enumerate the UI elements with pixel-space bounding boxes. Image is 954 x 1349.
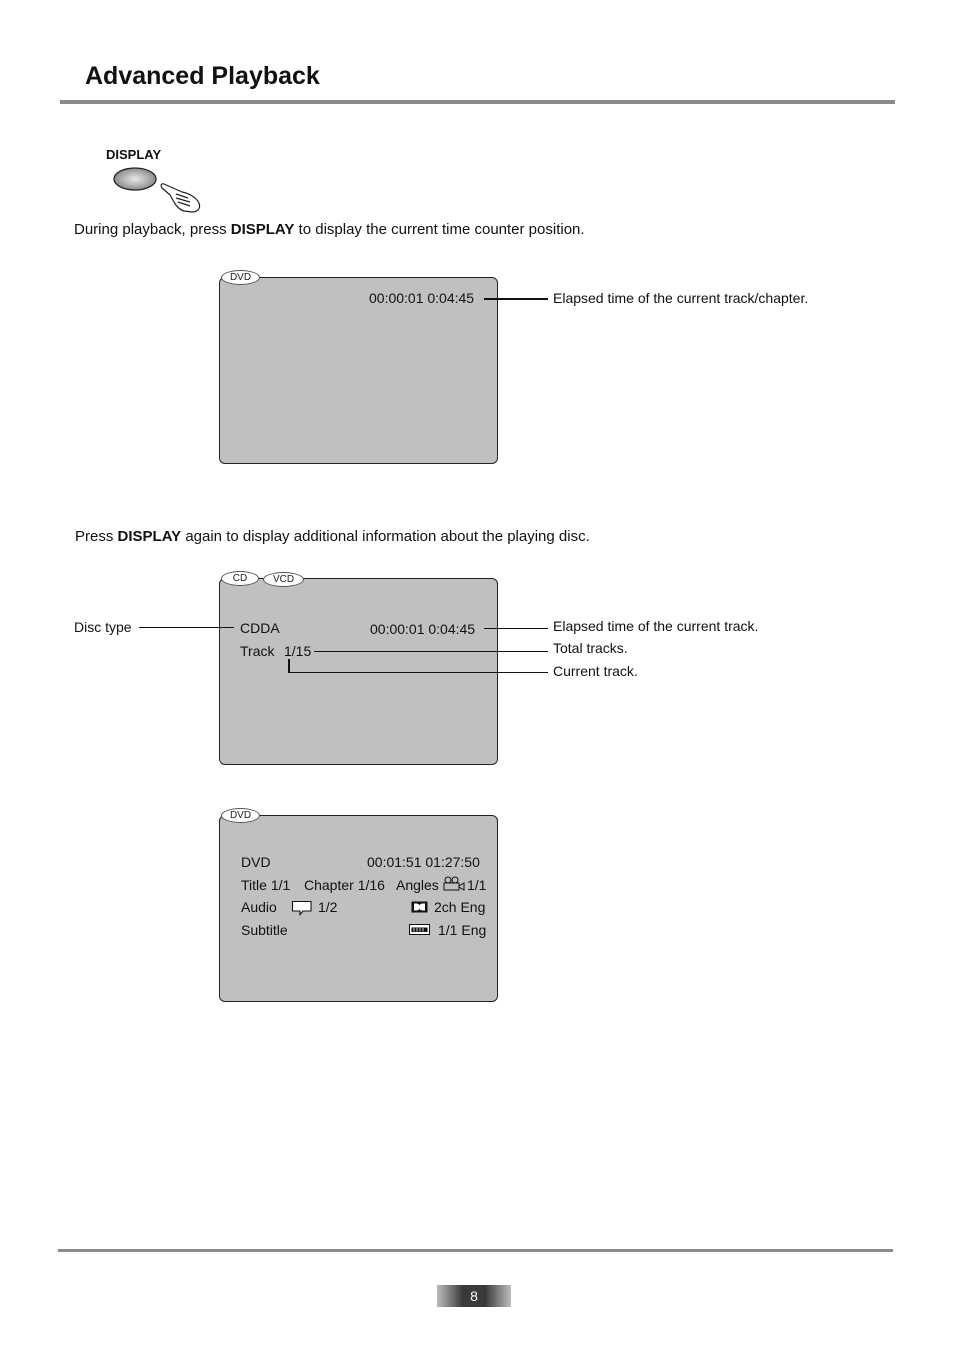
disc-tab-dvd: DVD <box>221 270 260 285</box>
display-button-label: DISPLAY <box>106 147 162 162</box>
callout-line <box>288 672 548 673</box>
instruction-1-key: DISPLAY <box>230 221 295 238</box>
page-title: Advanced Playback <box>85 62 320 90</box>
callout-line <box>139 627 234 628</box>
instruction-1-post: to display the current time counter position. <box>294 221 585 238</box>
osd-audio-label: Audio <box>241 899 277 915</box>
osd-subtitle-label: Subtitle <box>241 922 288 938</box>
instruction-1 <box>74 221 585 238</box>
osd-title: Title 1/1 <box>241 877 291 893</box>
osd-disc-type: DVD <box>241 854 271 870</box>
callout-line <box>484 298 548 300</box>
osd-subtitle-value: 1/1 Eng <box>438 922 487 938</box>
disc-tab-cd: CD <box>221 571 259 586</box>
display-button-press-icon <box>110 164 206 214</box>
note-current-track: Current track. <box>553 663 638 679</box>
callout-line <box>288 659 290 673</box>
header-rule <box>60 100 895 104</box>
note-disc-type: Disc type <box>74 619 132 635</box>
dolby-icon <box>411 901 428 913</box>
note-total-tracks: Total tracks. <box>553 640 628 656</box>
callout-line <box>484 628 548 629</box>
page-number: 8 <box>437 1285 511 1307</box>
note-elapsed-track: Elapsed time of the current track. <box>553 618 759 634</box>
osd-angles-label: Angles <box>396 877 439 893</box>
callout-line <box>314 651 548 652</box>
osd-disc-type: CDDA <box>240 620 280 636</box>
footer-rule <box>58 1249 893 1252</box>
speech-bubble-icon <box>291 900 313 916</box>
osd-time: 00:00:01 0:04:45 <box>369 290 475 306</box>
instruction-2-key: DISPLAY <box>117 528 182 545</box>
instruction-2-pre: Press <box>75 528 118 545</box>
instruction-2-post: again to display additional information about the playing disc. <box>181 528 590 545</box>
osd-angles-value: 1/1 <box>467 877 487 893</box>
disc-tab-dvd: DVD <box>221 808 260 823</box>
osd-chapter: Chapter 1/16 <box>304 877 385 893</box>
note-elapsed-chapter: Elapsed time of the current track/chapter. <box>553 290 809 306</box>
osd-time: 00:00:01 0:04:45 <box>370 621 476 637</box>
osd-time: 00:01:51 01:27:50 <box>367 854 480 870</box>
osd-audio-format: 2ch Eng <box>434 899 486 915</box>
osd-audio-value: 1/2 <box>318 899 338 915</box>
instruction-2 <box>75 528 590 545</box>
camera-angle-icon <box>443 876 467 892</box>
disc-tab-vcd: VCD <box>263 572 304 587</box>
subtitle-icon <box>409 924 430 935</box>
osd-track-value: 1/15 <box>284 643 312 659</box>
osd-track-label: Track <box>240 643 275 659</box>
instruction-1-pre: During playback, press <box>74 221 231 238</box>
